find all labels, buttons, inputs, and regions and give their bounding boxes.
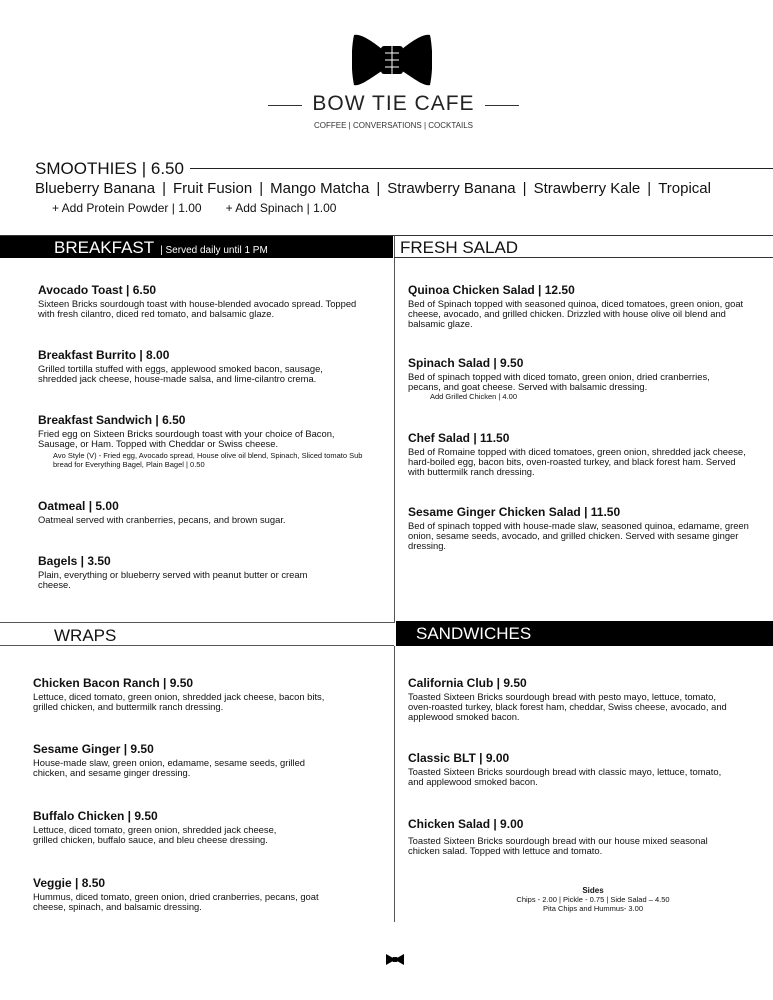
sandwiches-title: SANDWICHES — [416, 624, 532, 643]
item-desc: Bed of spinach topped with house-made slaw, seasoned quinoa, edamame, green onion, sesame seeds, avocado, and grilled chicken. Served with sesame ginger dressing. — [408, 520, 749, 551]
sides-title: Sides — [582, 886, 604, 895]
item-desc: Lettuce, diced tomato, green onion, shredded jack cheese, bacon bits, grilled chicken, and buttermilk ranch dressing. — [33, 691, 325, 712]
salad-title: FRESH SALAD — [400, 238, 519, 257]
menu-item — [38, 499, 358, 525]
flavor: Strawberry Kale — [533, 180, 641, 197]
item-title: Sesame Ginger Chicken Salad | 11.50 — [408, 505, 621, 519]
title-rule-right — [485, 105, 519, 106]
addon: + Add Spinach | 1.00 — [225, 201, 337, 215]
menu-item — [33, 676, 333, 712]
menu-item — [38, 348, 353, 384]
breakfast-note: | Served daily until 1 PM — [160, 245, 268, 256]
item-title: Breakfast Burrito | 8.00 — [38, 348, 170, 362]
item-desc: Plain, everything or blueberry served with peanut butter or cream cheese. — [38, 569, 308, 590]
menu-item — [33, 742, 333, 778]
item-desc: Grilled tortilla stuffed with eggs, applewood smoked bacon, sausage, shredded jack cheese, house-made salsa, and lime-cilantro crema. — [38, 363, 323, 384]
separator: | — [259, 180, 264, 197]
smoothies-heading: SMOOTHIES | 6.50 — [35, 159, 184, 178]
item-note: Avo Style (V) - Fried egg, Avocado spread, House olive oil blend, Spinach, Sliced tomato Sub bread for Everything Bagel, Plain Bagel | 0.50 — [53, 451, 363, 469]
breakfast-header — [0, 236, 393, 258]
addon: + Add Protein Powder | 1.00 — [52, 201, 202, 215]
flavor: Strawberry Banana — [387, 180, 516, 197]
menu-item — [38, 413, 338, 449]
item-title: Quinoa Chicken Salad | 12.50 — [408, 283, 575, 297]
separator: | — [647, 180, 652, 197]
item-desc: Toasted Sixteen Bricks sourdough bread with classic mayo, lettuce, tomato, and applewood smoked bacon. — [408, 766, 722, 787]
item-title: Sesame Ginger | 9.50 — [33, 742, 154, 756]
flavor: Tropical — [658, 180, 711, 197]
menu-item — [408, 283, 750, 329]
menu-item — [408, 676, 730, 722]
item-title: Spinach Salad | 9.50 — [408, 356, 524, 370]
item-desc: Toasted Sixteen Bricks sourdough bread with our house mixed seasonal chicken salad. Topped with lettuce and tomato. — [408, 835, 708, 856]
divider — [0, 622, 394, 623]
flavor: Mango Matcha — [270, 180, 370, 197]
wraps-title: WRAPS — [54, 626, 117, 645]
item-desc: Bed of spinach topped with diced tomato, green onion, dried cranberries, pecans, and goat cheese. Served with balsamic dressing. — [408, 371, 710, 392]
item-title: Chef Salad | 11.50 — [408, 431, 510, 445]
item-title: Avocado Toast | 6.50 — [38, 283, 157, 297]
item-title: Breakfast Sandwich | 6.50 — [38, 413, 186, 427]
flavor: Fruit Fusion — [173, 180, 253, 197]
separator: | — [376, 180, 381, 197]
menu-item — [408, 505, 750, 551]
breakfast-title: BREAKFAST — [54, 238, 155, 257]
menu-item — [33, 876, 328, 912]
smoothie-flavors — [35, 180, 711, 197]
sides-line: Chips - 2.00 | Pickle - 0.75 | Side Salad – 4.50 — [516, 895, 670, 904]
menu-item — [38, 283, 363, 319]
item-desc: Toasted Sixteen Bricks sourdough bread with pesto mayo, lettuce, tomato, oven-roasted turkey, black forest ham, cheddar, Swiss cheese, avocado, and applewood smoked bacon. — [408, 691, 727, 722]
sandwiches-header — [396, 621, 773, 646]
divider — [394, 646, 395, 922]
menu-item — [408, 431, 750, 477]
item-title: Oatmeal | 5.00 — [38, 499, 119, 513]
item-desc: Bed of Romaine topped with diced tomatoes, green onion, shredded jack cheese, hard-boiled egg, bacon bits, oven-roasted turkey, and black forest ham. Served with buttermilk ranch dressing. — [408, 446, 746, 477]
bow-tie-icon — [386, 953, 404, 966]
sides-block — [480, 886, 706, 913]
divider — [394, 257, 773, 258]
item-desc: Bed of Spinach topped with seasoned quinoa, diced tomatoes, green onion, goat cheese, avocado, and grilled chicken. Drizzled with house olive oil blend and balsamic glaze. — [408, 298, 744, 329]
menu-item — [408, 356, 743, 392]
smoothie-addons — [52, 201, 336, 215]
item-desc: Hummus, diced tomato, green onion, dried cranberries, pecans, goat cheese, spinach, and balsamic dressing. — [33, 891, 319, 912]
divider — [394, 235, 395, 623]
item-desc: House-made slaw, green onion, edamame, sesame seeds, grilled chicken, and sesame ginger dressing. — [33, 757, 306, 778]
menu-item — [38, 554, 338, 590]
item-title: Veggie | 8.50 — [33, 876, 106, 890]
item-title: Chicken Salad | 9.00 — [408, 817, 524, 831]
separator: | — [162, 180, 166, 197]
separator: | — [522, 180, 527, 197]
item-title: Bagels | 3.50 — [38, 554, 111, 568]
item-desc: Sixteen Bricks sourdough toast with house-blended avocado spread. Topped with fresh cilantro, diced red tomato, and balsamic glaze. — [38, 298, 357, 319]
cafe-name: BOW TIE CAFE — [312, 92, 475, 115]
title-rule-left — [268, 105, 302, 106]
bow-tie-logo-icon — [352, 31, 432, 88]
item-title: Buffalo Chicken | 9.50 — [33, 809, 158, 823]
menu-item — [408, 817, 740, 856]
item-title: Classic BLT | 9.00 — [408, 751, 510, 765]
cafe-title — [0, 92, 773, 116]
menu-item — [408, 751, 723, 787]
sides-line: Pita Chips and Hummus- 3.00 — [542, 904, 644, 913]
item-title: California Club | 9.50 — [408, 676, 527, 690]
item-desc: Oatmeal served with cranberries, pecans, and brown sugar. — [38, 514, 286, 525]
tagline: COFFEE | CONVERSATIONS | COCKTAILS — [314, 121, 473, 130]
flavor: Blueberry Banana — [35, 180, 156, 197]
item-desc: Fried egg on Sixteen Bricks sourdough toast with your choice of Bacon, Sausage, or Ham. Topped with Cheddar or Swiss cheese. — [38, 428, 335, 449]
smoothies-rule — [190, 168, 773, 169]
menu-item — [33, 809, 303, 845]
item-desc: Lettuce, diced tomato, green onion, shredded jack cheese, grilled chicken, buffalo sauce, and bleu cheese dressing. — [33, 824, 277, 845]
item-note: Add Grilled Chicken | 4.00 — [430, 392, 517, 401]
item-title: Chicken Bacon Ranch | 9.50 — [33, 676, 194, 690]
